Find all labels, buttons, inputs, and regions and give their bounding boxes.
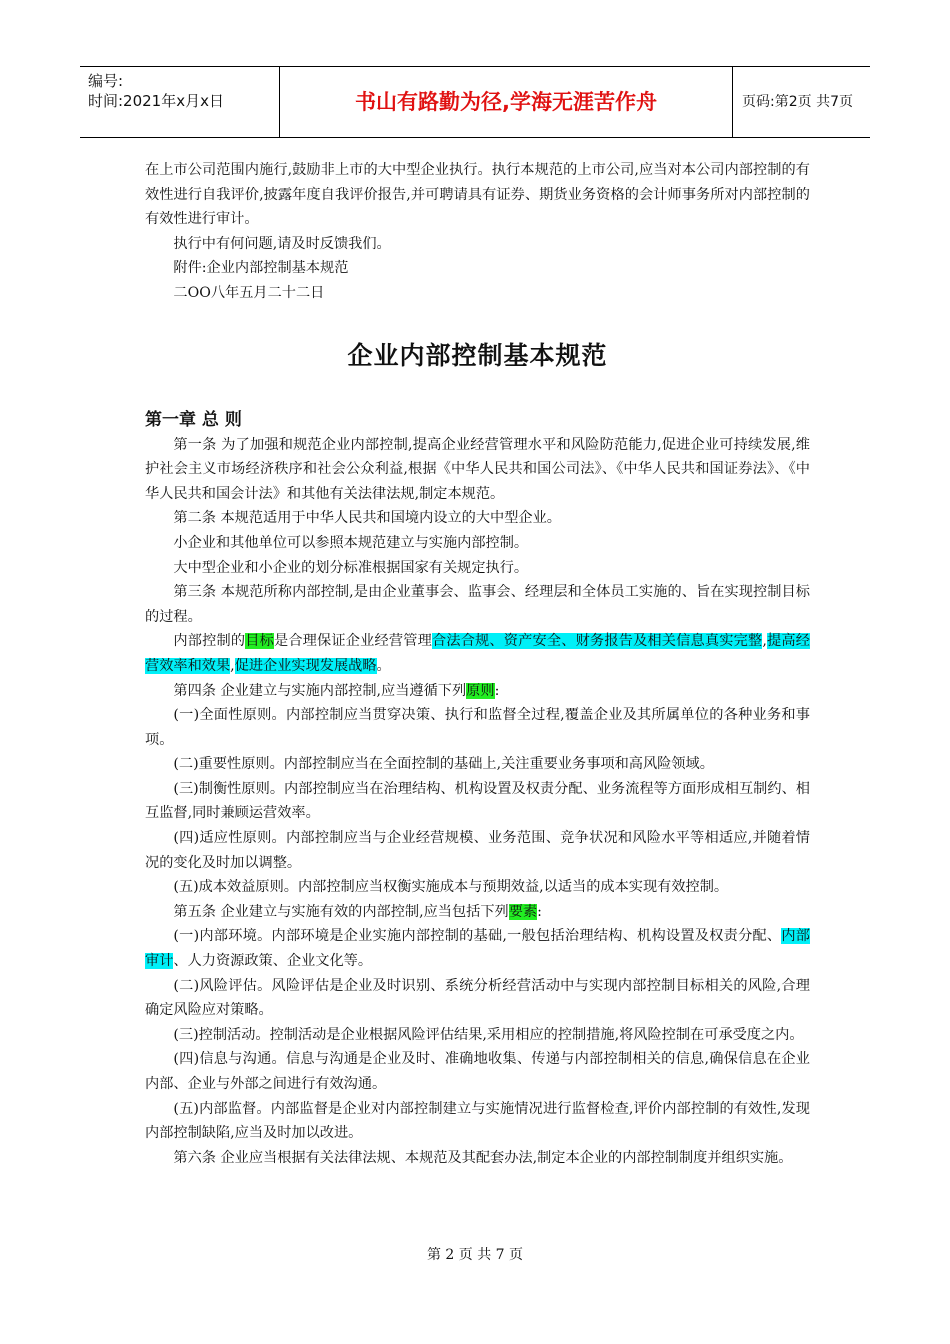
intro-date: 二OO八年五月二十二日 xyxy=(173,284,325,301)
highlight-efficiency: 提高经营效率和效果 xyxy=(145,633,810,674)
article-5-item-5: (五)内部监督。内部监督是企业对内部控制建立与实施情况进行监督检查,评价内部控制的有效性,发现内部控制缺陷,应当及时加以改进。 xyxy=(145,1100,810,1142)
article-1: 第一条 为了加强和规范企业内部控制,提高企业经营管理水平和风险防范能力,促进企业可持续发展,维护社会主义市场经济秩序和社会公众利益,根据《中华人民共和国公司法》、《中华人民共和国证券法》、《中华人民共和国会计法》和其他有关法律法规,制定本规范。 xyxy=(145,436,810,502)
header-page-info: 页码:第2页 共7页 xyxy=(742,94,853,110)
text: : xyxy=(537,903,542,920)
text: 、人力资源政策、企业文化等。 xyxy=(173,953,373,970)
highlight-compliance: 合法合规、资产安全、财务报告及相关信息真实完整 xyxy=(431,633,763,650)
text: : xyxy=(494,682,500,699)
text: 。 xyxy=(376,657,391,674)
article-5-item-1 xyxy=(145,924,810,973)
article-2: 第二条 本规范适用于中华人民共和国境内设立的大中型企业。 xyxy=(173,510,561,527)
text: 第四条 企业建立与实施内部控制,应当遵循下列 xyxy=(173,682,467,699)
article-2-para-2: 小企业和其他单位可以参照本规范建立与实施内部控制。 xyxy=(173,534,529,551)
article-5-item-3: (三)控制活动。控制活动是企业根据风险评估结果,采用相应的控制措施,将风险控制在可承受度之内。 xyxy=(173,1026,804,1043)
text: 是合理保证企业经营管理 xyxy=(273,633,432,650)
article-4-item-5: (五)成本效益原则。内部控制应当权衡实施成本与预期效益,以适当的成本实现有效控制。 xyxy=(173,879,729,896)
article-5 xyxy=(145,900,810,925)
chapter-heading: 第一章 总 则 xyxy=(145,409,242,430)
highlight-strategy: 促进企业实现发展战略 xyxy=(234,657,377,674)
text: (一)内部环境。内部环境是企业实施内部控制的基础,一般包括治理结构、机构设置及权责分配、 xyxy=(173,928,782,945)
text: , xyxy=(762,633,767,650)
highlight-internal-audit: 内部审计 xyxy=(145,928,810,970)
header-meta xyxy=(80,67,280,137)
article-4-item-1: (一)全面性原则。内部控制应当贯穿决策、执行和监督全过程,覆盖企业及其所属单位的各种业务和事项。 xyxy=(145,707,810,748)
page-header xyxy=(80,66,870,138)
document-title: 企业内部控制基本规范 xyxy=(347,340,608,370)
article-3: 第三条 本规范所称内部控制,是由企业董事会、监事会、经理层和全体员工实施的、旨在实现控制目标的过程。 xyxy=(145,584,810,625)
article-5-item-2: (二)风险评估。风险评估是企业及时识别、系统分析经营活动中与实现内部控制目标相关的风险,合理确定风险应对策略。 xyxy=(145,977,810,1019)
intro-paragraph: 在上市公司范围内施行,鼓励非上市的大中型企业执行。执行本规范的上市公司,应当对本公司内部控制的有效性进行自我评价,披露年度自我评价报告,并可聘请具有证券、期货业务资格的会计师事务所对内部控制的有效性进行审计。 xyxy=(145,162,810,228)
header-motto: 书山有路勤为径,学海无涯苦作舟 xyxy=(280,67,733,137)
text: 内部控制的 xyxy=(173,633,246,650)
number-label: 编号: xyxy=(88,72,124,90)
article-4-item-3: (三)制衡性原则。内部控制应当在治理结构、机构设置及权责分配、业务流程等方面形成相互制约、相互监督,同时兼顾运营效率。 xyxy=(145,780,810,822)
document-body xyxy=(145,158,810,1170)
text: , xyxy=(230,657,235,674)
article-4-item-2: (二)重要性原则。内部控制应当在全面控制的基础上,关注重要业务事项和高风险领域。 xyxy=(173,756,714,773)
highlight-principles: 原则 xyxy=(466,682,495,699)
article-4-item-4: (四)适应性原则。内部控制应当与企业经营规模、业务范围、竞争状况和风险水平等相适应,并随着情况的变化及时加以调整。 xyxy=(145,830,810,871)
article-2-para-3: 大中型企业和小企业的划分标准根据国家有关规定执行。 xyxy=(173,559,529,576)
article-6: 第六条 企业应当根据有关法律法规、本规范及其配套办法,制定本企业的内部控制制度并组织实施。 xyxy=(173,1149,793,1166)
article-4 xyxy=(145,679,810,704)
article-3-objectives xyxy=(145,629,810,678)
intro-attachment: 附件:企业内部控制基本规范 xyxy=(173,260,349,277)
intro-feedback: 执行中有何问题,请及时反馈我们。 xyxy=(173,235,391,252)
article-5-item-4: (四)信息与沟通。信息与沟通是企业及时、准确地收集、传递与内部控制相关的信息,确保信息在企业内部、企业与外部之间进行有效沟通。 xyxy=(145,1051,810,1092)
date-label: 时间:2021年x月x日 xyxy=(88,92,224,110)
highlight-elements: 要素 xyxy=(508,903,538,920)
highlight-objective: 目标 xyxy=(245,633,274,650)
text: 第五条 企业建立与实施有效的内部控制,应当包括下列 xyxy=(173,903,509,920)
page-footer: 第 2 页 共 7 页 xyxy=(426,1247,524,1263)
